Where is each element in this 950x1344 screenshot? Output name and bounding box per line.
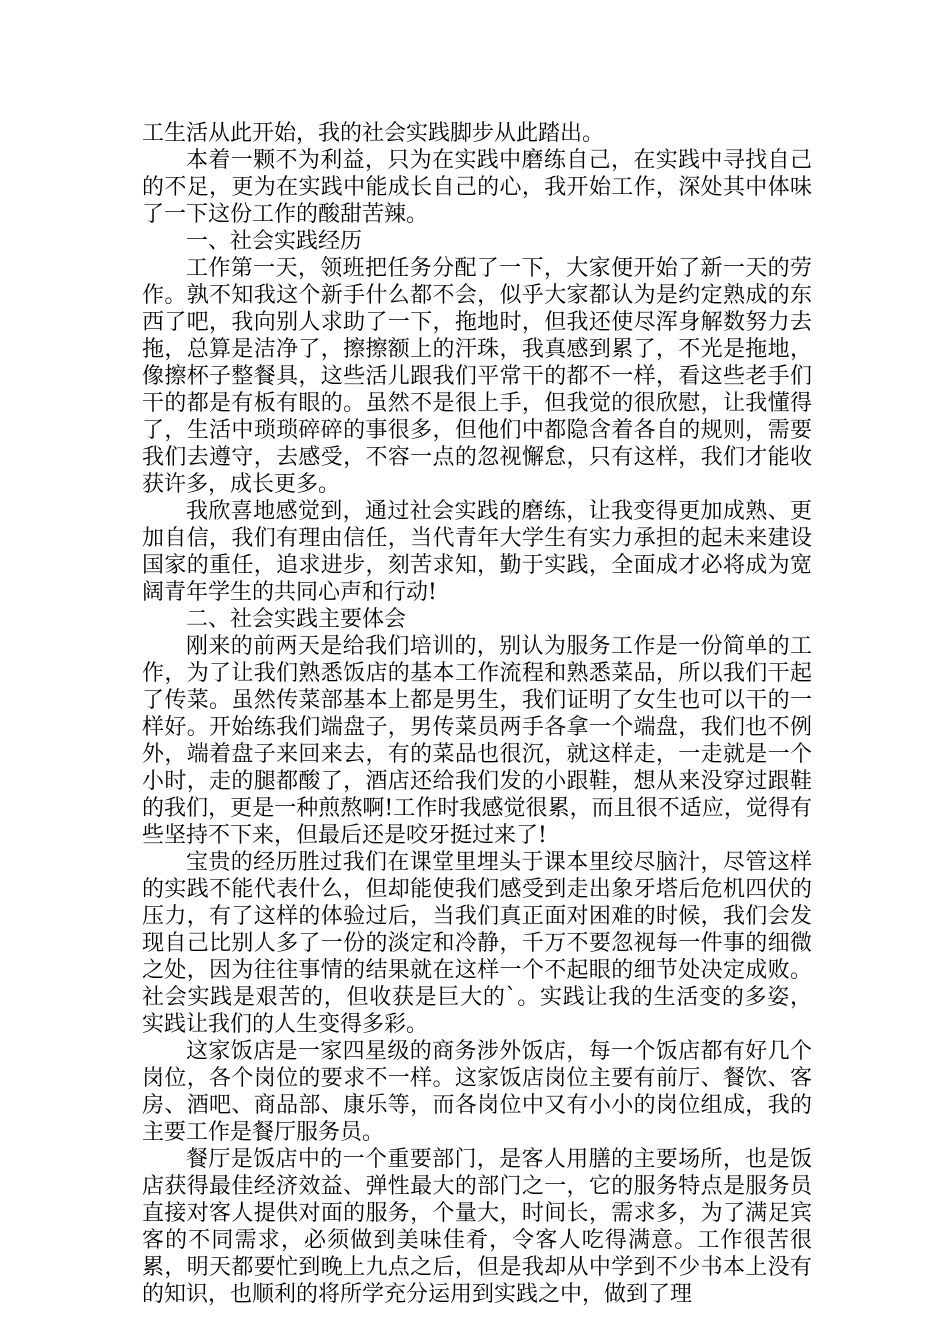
section-heading-1: 一、社会实践经历 [186,229,363,254]
paragraph-1: 工生活从此开始，我的社会实践脚步从此踏出。 [142,121,605,146]
paragraph-5: 刚来的前两天是给我们培训的，别认为服务工作是一份简单的工作，为了让我们熟悉饭店的基本工作流程和熟悉菜品，所以我们干起了传菜。虽然传菜部基本上都是男生，我们证明了女生也可以干的一样好。开始练我们端盘子，男传菜员两手各拿一个端盘，我们也不例外，端着盘子来回来去，有的菜品也很沉，就这样走，一走就是一个小时，走的腿都酸了，酒店还给我们发的小跟鞋，想从来没穿过跟鞋的我们，更是一种煎熬啊!工作时我感觉很累，而且很不适应，觉得有些坚持不下来，但最后还是咬牙挺过来了! [142,634,812,848]
document-page [142,120,812,1308]
paragraph-6: 宝贵的经历胜过我们在课堂里埋头于课本里绞尽脑汁，尽管这样的实践不能代表什么，但却能使我们感受到走出象牙塔后危机四伏的压力，有了这样的体验过后，当我们真正面对困难的时候，我们会发现自己比别人多了一份的淡定和冷静，千万不要忽视每一件事的细微之处，因为往往事情的结果就在这样一个不起眼的细节处决定成败。社会实践是艰苦的，但收获是巨大的`。实践让我的生活变的多姿，实践让我们的人生变得多彩。 [142,850,812,1037]
paragraph-2: 本着一颗不为利益，只为在实践中磨练自己，在实践中寻找自己的不足，更为在实践中能成长自己的心，我开始工作，深处其中体味了一下这份工作的酸甜苦辣。 [142,148,812,227]
paragraph-3: 工作第一天，领班把任务分配了一下，大家便开始了新一天的劳作。孰不知我这个新手什么都不会，似乎大家都认为是约定熟成的东西了吧，我向别人求助了一下，拖地时，但我还使尽浑身解数努力去拖，总算是洁净了，擦擦额上的汗珠，我真感到累了，不光是拖地，像擦杯子整餐具，这些活儿跟我们平常干的都不一样，看这些老手们干的都是有板有眼的。虽然不是很上手，但我觉的很欣慰，让我懂得了，生活中琐琐碎碎的事很多，但他们中都隐含着各自的规则，需要我们去遵守，去感受，不容一点的忽视懈怠，只有这样，我们才能收获许多，成长更多。 [142,256,812,497]
paragraph-4: 我欣喜地感觉到，通过社会实践的磨练，让我变得更加成熟、更加自信，我们有理由信任，当代青年大学生有实力承担的起未来建设国家的重任，追求进步，刻苦求知，勤于实践，全面成才必将成为宽阔青年学生的共同心声和行动! [142,499,812,605]
section-heading-2: 二、社会实践主要体会 [186,607,407,632]
paragraph-7: 这家饭店是一家四星级的商务涉外饭店，每一个饭店都有好几个岗位，各个岗位的要求不一样。这家饭店岗位主要有前厅、餐饮、客房、酒吧、商品部、康乐等，而各岗位中又有小小的岗位组成，我的主要工作是餐厅服务员。 [142,1039,812,1145]
paragraph-8: 餐厅是饭店中的一个重要部门，是客人用膳的主要场所，也是饭店获得最佳经济效益、弹性最大的部门之一，它的服务特点是服务员直接对客人提供对面的服务，个量大，时间长，需求多，为了满足宾客的不同需求，必须做到美味佳肴，令客人吃得满意。工作很苦很累，明天都要忙到晚上九点之后，但是我却从中学到不少书本上没有的知识，也顺利的将所学充分运用到实践之中，做到了理 [142,1147,812,1307]
